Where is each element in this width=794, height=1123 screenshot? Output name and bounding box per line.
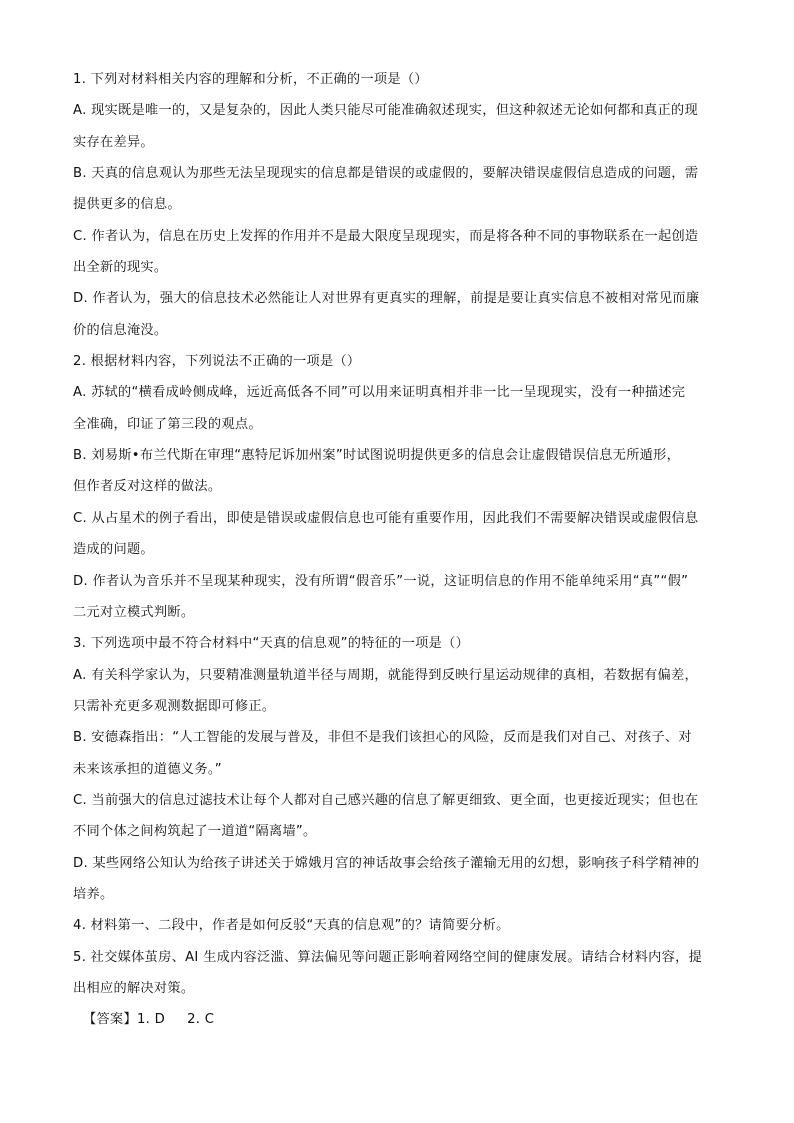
text-line: D. 某些网络公知认为给孩子讲述关于嫦娥月宫的神话故事会给孩子灌输无用的幻想，影响孩子科学精神的 [73,855,700,871]
answer-line [73,1004,725,1035]
text-line: 培养。 [73,886,114,902]
text-line: A. 苏轼的“横看成岭侧成峰，远近高低各不同”可以用来证明真相并非一比一呈现现实，没有一种描述完 [73,385,686,401]
text-line: C. 从占星术的例子看出，即使是错误或虚假信息也可能有重要作用，因此我们不需要解决错误或虚假信息 [73,510,699,526]
text-line: 造成的问题。 [73,542,154,558]
text-line: 2. 根据材料内容，下列说法不正确的一项是（） [73,354,361,370]
text-line: 实存在差异。 [73,134,154,150]
text-line: 5. 社交媒体茧房、AI 生成内容泛滥、算法偏见等问题正影响着网络空间的健康发展。请结合材料内容，提 [73,949,703,965]
question-content [73,64,725,1036]
text-line: 不同个体之间构筑起了一道道“隔离墙”。 [73,824,317,840]
text-line: D. 作者认为，强大的信息技术必然能让人对世界有更真实的理解，前提是要让真实信息不被相对常见而廉 [73,291,700,307]
text-line: 全准确，印证了第三段的观点。 [73,416,262,432]
answer-item: 2. C [187,1012,215,1028]
text-line: 出相应的解决对策。 [73,980,195,996]
text-line: 只需补充更多观测数据即可修正。 [73,698,276,714]
text-line: A. 有关科学家认为，只要精准测量轨道半径与周期，就能得到反映行星运动规律的真相，若数据有偏差， [73,667,699,683]
text-line: 未来该承担的道德义务。” [73,761,222,777]
text-line: 价的信息淹没。 [73,322,168,338]
text-line: 但作者反对这样的做法。 [73,479,222,495]
answer-item: 1. D [136,1012,166,1028]
text-line: 出全新的现实。 [73,260,168,276]
text-line: D. 作者认为音乐并不呈现某种现实，没有所谓“假音乐”一说，这证明信息的作用不能单纯采用“真”“假” [73,573,689,589]
text-line: C. 作者认为，信息在历史上发挥的作用并不是最大限度呈现现实，而是将各种不同的事物联系在一起创造 [73,228,699,244]
text-line: B. 安德森指出：“人工智能的发展与普及，非但不是我们该担心的风险，反而是我们对自己、对孩子、对 [73,730,692,746]
text-line: B. 天真的信息观认为那些无法呈现现实的信息都是错误的或虚假的，要解决错误虚假信息造成的问题，需 [73,166,699,182]
text-line: C. 当前强大的信息过滤技术让每个人都对自己感兴趣的信息了解更细致、更全面，也更接近现实；但也在 [73,792,699,808]
text-line: 提供更多的信息。 [73,197,181,213]
answer-label: 【答案】 [83,1012,137,1028]
text-line: B. 刘易斯•布兰代斯在审理“惠特尼诉加州案”时试图说明提供更多的信息会让虚假错误信息无所遁形， [73,448,681,464]
text-line: 4. 材料第一、二段中，作者是如何反驳“天真的信息观”的？请简要分析。 [73,918,510,934]
text-line: 3. 下列选项中最不符合材料中“天真的信息观”的特征的一项是（） [73,636,470,652]
text-line: 二元对立模式判断。 [73,604,195,620]
text-line: 1. 下列对材料相关内容的理解和分析，不正确的一项是（） [73,72,428,87]
text-line: A. 现实既是唯一的，又是复杂的，因此人类只能尽可能准确叙述现实，但这种叙述无论如何都和真正的现 [73,103,699,119]
